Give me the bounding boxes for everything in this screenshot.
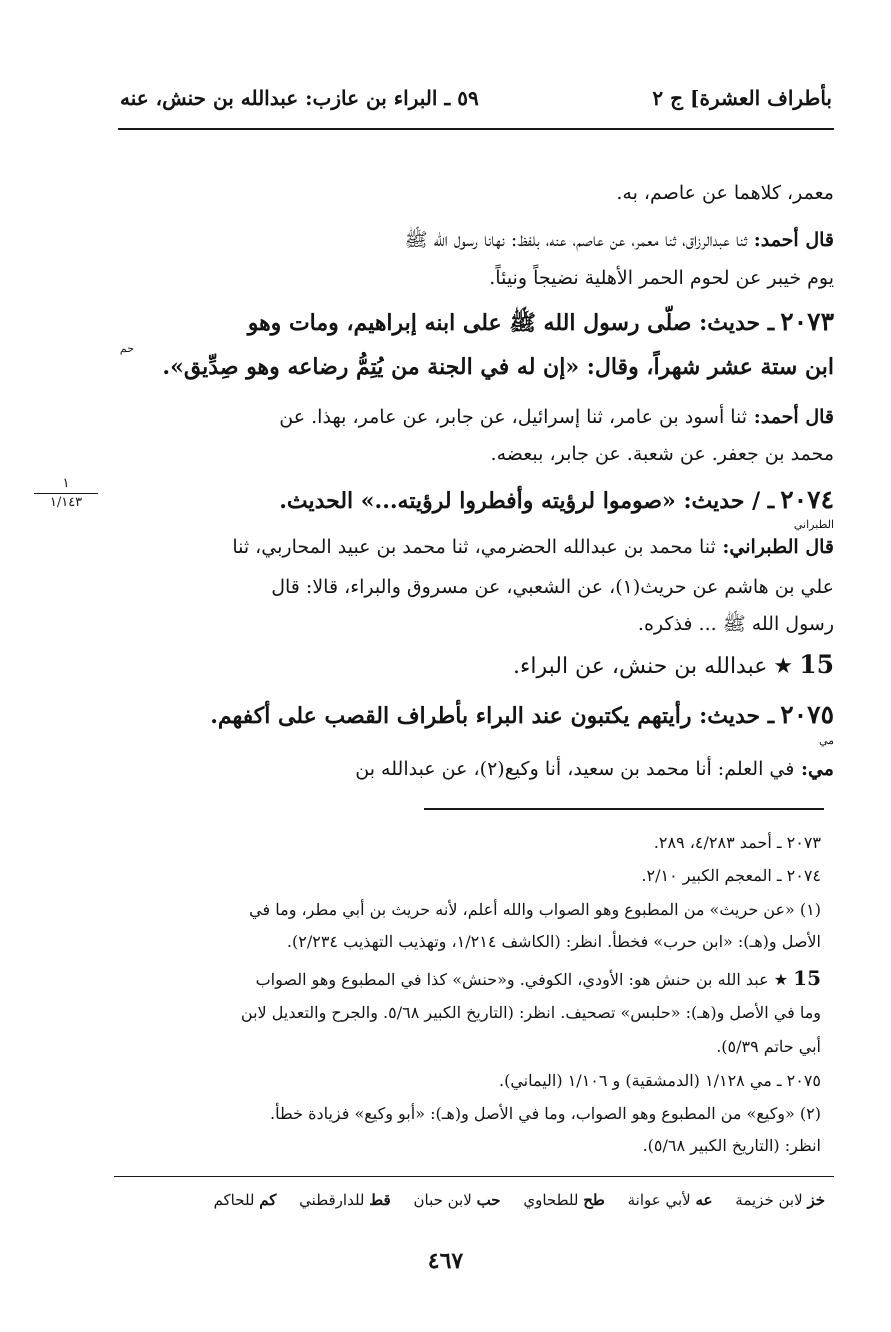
text-line-content: رسول الله ﷺ ... فذكره. <box>637 613 834 635</box>
narrator-label: قال الطبراني: <box>715 536 834 558</box>
footnote-line: وما في الأصل و(هـ): «حلبس» تصحيف. انظر: (التاريخ الكبير ٥/٦٨. والجرح والتعديل لابن <box>240 1003 821 1022</box>
text-line <box>616 178 834 208</box>
text-line-content: ثنا أسود بن عامر، ثنا إسرائيل، عن جابر، عن عامر، بهذا. عن <box>279 406 748 428</box>
hadith-number: ٢٠٧٥ <box>780 700 834 729</box>
footnote-line: أبي حاتم ٥/٣٩). <box>716 1037 821 1056</box>
text-line-content: في العلم: أنا محمد بن سعيد، أنا وكيع(٢)، عن عبدالله بن <box>355 758 795 780</box>
abbreviation-meaning: لابن خزيمة <box>735 1191 803 1209</box>
narrator-label: قال أحمد: <box>747 229 834 251</box>
abbreviation-item <box>413 1191 500 1209</box>
hadith-heading-2074 <box>279 485 834 517</box>
footnote-line: ٢٠٧٤ ـ المعجم الكبير ٢/١٠. <box>641 866 821 885</box>
footnote-line: انظر: (التاريخ الكبير ٥/٦٨). <box>642 1136 821 1155</box>
hadith-title: ـ حديث: رأيتهم يكتبون عند البراء بأطراف القصب على أكفهم. <box>210 703 775 729</box>
page-number: ٤٦٧ <box>427 1248 464 1274</box>
hadith-heading-2075 <box>210 700 834 732</box>
footnote-divider <box>424 808 824 810</box>
text-line <box>489 263 834 293</box>
text-line-content: علي بن هاشم عن حريث(١)، عن الشعبي، عن مسروق والبراء، قالا: قال <box>271 576 834 598</box>
abbreviation-code: عه <box>695 1191 713 1209</box>
abbreviation-item <box>735 1191 825 1209</box>
footnote-line: ٢٠٧٣ ـ أحمد ٤/٢٨٣، ٢٨٩. <box>653 833 821 852</box>
source-abbreviation: مي <box>818 734 834 747</box>
text-line-content: يوم خيبر عن لحوم الحمر الأهلية نضيجاً ونيئاً. <box>489 267 834 289</box>
text-line-content: ثنا محمد بن عبدالله الحضرمي، ثنا محمد بن عبيد المحاربي، ثنا <box>232 536 716 558</box>
text-line <box>355 754 834 784</box>
text-line <box>162 352 834 383</box>
header-book-title: بأطراف العشرة] ج ٢ <box>652 86 832 110</box>
abbreviation-meaning: للطحاوي <box>523 1191 579 1209</box>
text-line <box>271 572 834 602</box>
abbreviation-meaning: لابن حبان <box>413 1191 472 1209</box>
abbreviation-item <box>299 1191 391 1209</box>
abbreviation-meaning: للدارقطني <box>299 1191 365 1209</box>
narrator-label: مي: <box>794 758 834 780</box>
running-header <box>120 80 832 116</box>
abbreviation-item <box>523 1191 604 1209</box>
abbreviations-divider <box>114 1176 834 1177</box>
footnote-line <box>107 965 821 993</box>
abbreviations-key <box>196 1191 825 1209</box>
text-line <box>638 609 834 639</box>
text-line <box>232 532 834 562</box>
abbreviation-code: طح <box>583 1191 605 1209</box>
abbreviation-item <box>214 1191 277 1209</box>
margin-reference <box>30 476 102 511</box>
footnote-number: 15 <box>793 966 821 990</box>
source-abbreviation: حم <box>119 342 134 355</box>
abbreviation-code: خز <box>807 1191 825 1209</box>
text-line-content: محمد بن جعفر. عن شعبة. عن جابر، ببعضه. <box>490 443 834 465</box>
footnote-line: (٢) «وكيع» من المطبوع وهو الصواب، وما في الأصل و(هـ): «أبو وكيع» فزيادة خطأ. <box>270 1104 821 1123</box>
text-line-content: ثنا عبدالرزاق، ثنا معمر، عن عاصم، عنه، بلفظ: نهانا رسول الله ﷺ <box>404 229 748 251</box>
hadith-title: ـ حديث: صلّى رسول الله ﷺ على ابنه إبراهيم، ومات وهو <box>247 310 775 336</box>
header-divider <box>118 128 834 130</box>
narrator-label: قال أحمد: <box>747 406 834 428</box>
hadith-number: ٢٠٧٣ <box>780 307 834 336</box>
abbreviation-code: كم <box>259 1191 277 1209</box>
text-line <box>405 225 834 255</box>
text-line <box>279 402 834 432</box>
text-line-content: معمر، كلاهما عن عاصم، به. <box>616 182 834 204</box>
hadith-title: ـ / حديث: «صوموا لرؤيته وأفطروا لرؤيته...» الحديث. <box>279 488 775 514</box>
margin-reference-top: ١ <box>62 476 70 491</box>
abbreviation-code: حب <box>476 1191 501 1209</box>
footnote-text: عبد الله بن حنش هو: الأودي، الكوفي. و«حنش» كذا في المطبوع وهو الصواب <box>255 970 769 989</box>
margin-reference-bottom: ١/١٤٣ <box>49 495 83 510</box>
footnote-line: (١) «عن حريث» من المطبوع وهو الصواب والله أعلم، لأنه حريث بن أبي مطر، وما في <box>249 900 821 919</box>
footnote-line: ٢٠٧٥ ـ مي ١/١٢٨ (الدمشقية) و ١/١٠٦ (اليماني). <box>498 1071 821 1090</box>
abbreviation-item <box>628 1191 713 1209</box>
hadith-title-continued: ابن ستة عشر شهراً، وقال: «إن له في الجنة من يُتِمُّ رضاعه وهو صِدِّيق». <box>162 354 834 380</box>
star-icon: ★ <box>773 970 789 989</box>
abbreviation-meaning: للحاكم <box>213 1191 255 1209</box>
margin-reference-bar <box>34 493 98 494</box>
header-chapter-title: ٥٩ ـ البراء بن عازب: عبدالله بن حنش، عنه <box>120 86 479 110</box>
abbreviation-meaning: لأبي عوانة <box>627 1191 691 1209</box>
star-icon: ★ <box>773 654 794 679</box>
footnote-line: الأصل و(هـ): «ابن حرب» فخطأ. انظر: (الكاشف ١/٢١٤، وتهذيب التهذيب ٢/٢٣٤). <box>286 932 821 951</box>
source-abbreviation: الطبراني <box>793 518 834 531</box>
text-line <box>491 439 834 469</box>
hadith-heading-2073 <box>248 307 834 339</box>
section-heading-15 <box>513 650 834 682</box>
hadith-number: ٢٠٧٤ <box>780 485 834 514</box>
section-number: 15 <box>799 650 834 679</box>
abbreviation-code: قط <box>369 1191 391 1209</box>
section-title: عبدالله بن حنش، عن البراء. <box>513 654 768 679</box>
